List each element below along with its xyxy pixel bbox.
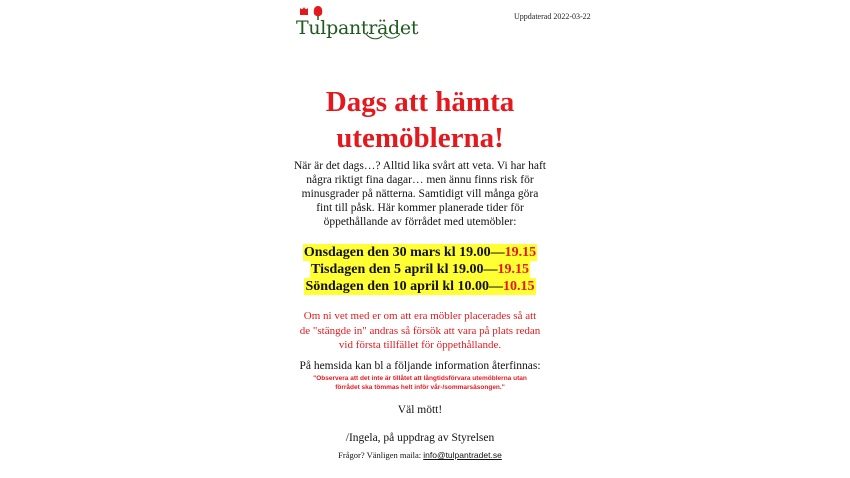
schedule-end: 10.15 (503, 279, 535, 294)
intro-line: fint till påsk. Här kommer planerade tider för (316, 202, 524, 214)
schedule-highlight (310, 261, 530, 278)
schedule-row (270, 261, 570, 278)
welcome-text: Väl mött! (397, 404, 443, 416)
schedule-highlight (304, 278, 535, 295)
schedule-start: Söndagen den 10 april kl 10.00— (305, 279, 504, 294)
schedule-end: 19.15 (504, 245, 537, 260)
title-line-2: utemöblerna! (336, 122, 504, 154)
opening-schedule (270, 244, 570, 295)
schedule-end: 19.15 (497, 262, 529, 277)
intro-line: några riktigt fina dagar… men ännu finns risk för (306, 174, 534, 186)
page-title (270, 84, 570, 156)
quote-line: förrådet ska tömmas helt inför vår-/sommarsäsongen." (335, 383, 505, 391)
contact-line (272, 450, 568, 460)
notice-line: vid första tillfället för öppethållande. (338, 339, 502, 351)
notice-paragraph (272, 309, 568, 353)
schedule-start: Onsdagen den 30 mars kl 19.00— (303, 245, 505, 260)
intro-line: När är det dags…? Alltid lika svårt att veta. Vi har haft (293, 160, 547, 172)
schedule-row (270, 244, 570, 261)
intro-line: öppethållande av förrådet med utemöbler: (323, 216, 517, 228)
intro-paragraph (272, 159, 568, 229)
signature: /Ingela, på uppdrag av Styrelsen (345, 432, 495, 444)
schedule-row (270, 278, 570, 295)
title-line-1: Dags att hämta (325, 86, 515, 118)
updated-date: Uppdaterad 2022-03-22 (514, 12, 591, 21)
tulpantradet-logo (296, 6, 419, 42)
schedule-highlight (303, 244, 537, 261)
intro-line: minusgrader på nätterna. Samtidigt vill många göra (301, 188, 539, 200)
logo-text: Tulpanträdet (296, 17, 419, 39)
schedule-start: Tisdagen den 5 april kl 19.00— (311, 262, 498, 277)
website-intro: På hemsida kan bl a följande information återfinnas: (299, 360, 541, 372)
contact-email-link[interactable]: info@tulpantradet.se (423, 450, 502, 460)
notice-line: de "stängde in" andras så försök att vara på plats redan (299, 324, 541, 337)
contact-prefix: Frågor? Vänligen maila: (338, 450, 424, 460)
website-quote (272, 375, 568, 392)
quote-line: "Observera att det inte är tillåtet att långtidsförvara utemöblerna utan (313, 375, 527, 382)
notice-line: Om ni vet med er om att era möbler placerades så att (303, 310, 537, 322)
